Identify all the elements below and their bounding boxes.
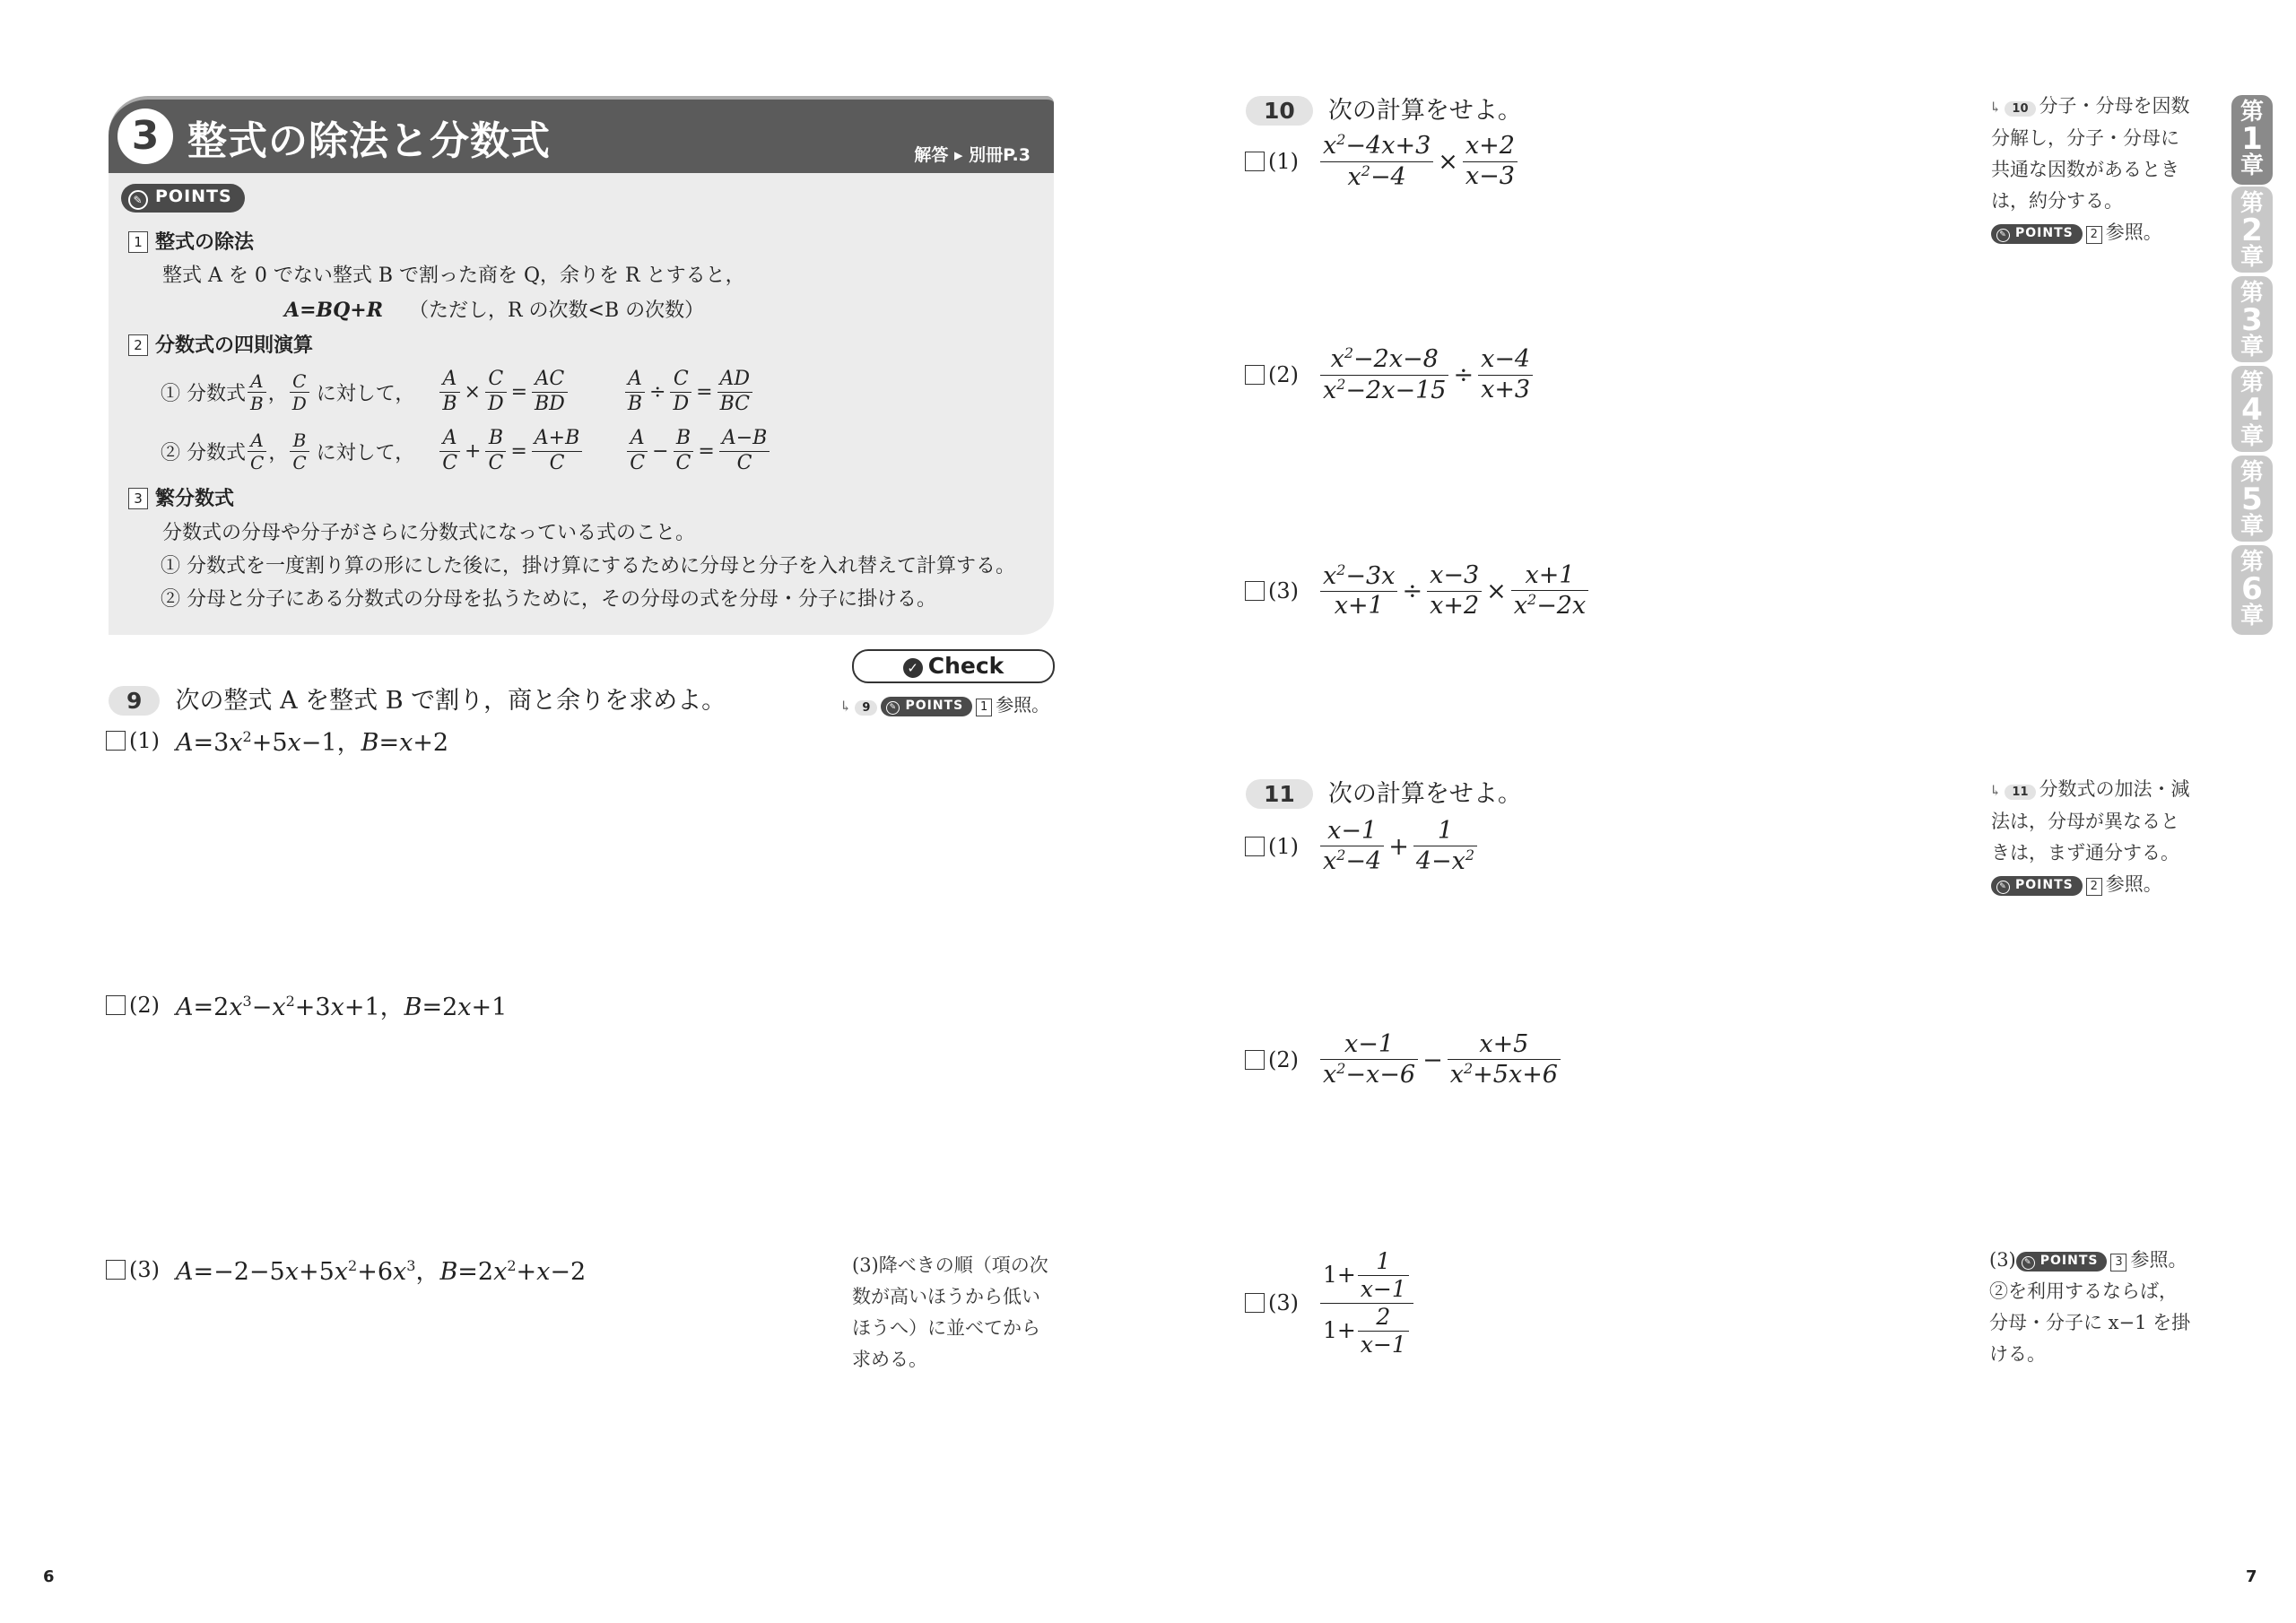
checkbox[interactable] xyxy=(1245,837,1265,856)
pen-icon: ✎ xyxy=(1996,881,2010,894)
fraction: $\frac{A}{C}$ xyxy=(248,430,266,473)
ref-box: 3 xyxy=(2110,1254,2126,1271)
problem-number: 10 xyxy=(1246,96,1313,126)
equation: $\frac{x-1}{x^2-4}$ + $\frac{1}{4-x^2}$ xyxy=(1318,817,1479,877)
checkbox[interactable] xyxy=(1245,152,1265,171)
hint-line: ける。 xyxy=(1989,1343,2046,1365)
section-number: 3 xyxy=(117,108,173,164)
points-item-heading: 整式の除法 xyxy=(155,231,255,254)
pen-icon: ✎ xyxy=(886,701,900,715)
problem-prompt: 次の計算をせよ。 xyxy=(1327,97,1522,125)
hint-line: ほうへ）に並べてから xyxy=(852,1317,1040,1339)
points-text: ② 分母と分子にある分数式の分母を払うために，その分母の式を分母・分子に掛ける。 xyxy=(161,588,936,611)
formula-condition: （ただし，R の次数<B の次数） xyxy=(408,299,705,322)
question-label: (3) xyxy=(129,1256,160,1282)
hint-line: ②を利用するならば， xyxy=(1989,1280,2178,1302)
arrow-icon: ↳ xyxy=(839,698,852,715)
equation: $\frac{x-1}{x^2-x-6}$ − $\frac{x+5}{x^2+5x+6}$ xyxy=(1318,1030,1562,1090)
fraction: $\frac{A}{B}$ xyxy=(625,368,645,416)
points-badge: ✎ POINTS xyxy=(121,184,245,213)
problem11-q2 xyxy=(1245,1031,1562,1089)
points-text: ① 分数式を一度割り算の形にした後に，掛け算にするために分母と分子を入れ替えて計算する。 xyxy=(161,555,1015,577)
problem10-hint xyxy=(1989,91,2190,248)
points-badge: ✎ POINTS xyxy=(1991,224,2083,244)
hint-line: 法は，分母が異なると xyxy=(1991,811,2179,832)
formula-label: に対して， xyxy=(316,441,415,464)
hint-line: 分数式の加法・減 xyxy=(2039,778,2190,800)
checkbox[interactable] xyxy=(1245,1050,1265,1070)
ref-box: 2 xyxy=(2086,878,2102,896)
problem11-q3 xyxy=(1245,1246,1415,1359)
hint-line: 分母・分子に x−1 を掛 xyxy=(1989,1312,2191,1333)
hint-line: 数が高いほうから低い xyxy=(852,1286,1040,1307)
pen-icon: ✎ xyxy=(2022,1256,2035,1270)
points-box xyxy=(109,173,1054,635)
problem10-q1 xyxy=(1245,133,1519,190)
problem11-q3-hint xyxy=(1989,1245,2190,1370)
problem9-q3 xyxy=(106,1252,586,1287)
checkbox[interactable] xyxy=(106,1260,126,1280)
formula-label: ① 分数式 xyxy=(161,382,246,405)
question-label: (1) xyxy=(1268,834,1299,859)
page-number-right: 7 xyxy=(2246,1567,2257,1586)
points-text: 整式 A を 0 でない整式 B で割った商を Q，余りを R とすると， xyxy=(162,265,745,287)
fraction: $\frac{A}{C}$ xyxy=(627,427,648,475)
equation: $\frac{x^2-2x-8}{x^2-2x-15}$ ÷ $\frac{x-4}{x+3}$ xyxy=(1318,344,1535,405)
fraction: $\frac{B}{C}$ xyxy=(485,427,506,475)
question-label: (1) xyxy=(129,727,160,753)
hint-line: 求める。 xyxy=(852,1349,927,1370)
ref-tail: 参照。 xyxy=(2130,1249,2187,1271)
ref-tail: 参照。 xyxy=(996,694,1050,716)
check-label: ✓ Check xyxy=(852,649,1055,683)
ref-number: 10 xyxy=(2005,101,2035,117)
ref-box: 2 xyxy=(2086,226,2102,244)
fraction: $\frac{C}{D}$ xyxy=(485,368,507,416)
pen-icon: ✎ xyxy=(128,190,148,210)
points-badge: ✎ POINTS xyxy=(881,697,972,716)
problem10-q2 xyxy=(1245,346,1535,404)
problem-number: 9 xyxy=(109,686,160,716)
checkbox[interactable] xyxy=(1245,365,1265,385)
formula-label: に対して， xyxy=(316,382,415,405)
fraction: $\frac{A-B}{C}$ xyxy=(719,427,770,475)
checkbox[interactable] xyxy=(106,731,126,751)
chapter-tab-5[interactable]: 第 5 章 xyxy=(2231,456,2273,542)
question-label: (3) xyxy=(1268,578,1299,603)
fraction: $\frac{B}{C}$ xyxy=(674,427,694,475)
fraction: $\frac{A}{C}$ xyxy=(439,427,460,475)
formula-division: A=BQ+R xyxy=(284,299,383,322)
formula-row-add-sub: ② 分数式 $\frac{A}{C}$ ， $\frac{B}{C}$ に対して， $\frac{A}{C}$ + $\frac{B}{C}$ = $\frac{A+B}{C}$ $\frac{A}{C}$ − $\frac{B}{C}$ = $\frac{A-B}{C}$ xyxy=(161,424,771,478)
ref-tail: 参照。 xyxy=(2105,221,2162,243)
hint-line: は，約分する。 xyxy=(1991,190,2123,212)
hint-line: 分子・分母を因数 xyxy=(2039,95,2190,117)
fraction: $\frac{B}{C}$ xyxy=(290,430,309,473)
question-label: (2) xyxy=(129,992,160,1018)
problem10-q3 xyxy=(1245,562,1590,620)
points-badge: ✎ POINTS xyxy=(1991,876,2083,896)
chapter-tab-3[interactable]: 第 3 章 xyxy=(2231,276,2273,362)
hint-line: 共通な因数があるとき xyxy=(1991,159,2179,180)
equation: $A=-2-5x+5x^2+6x^3$，$B=2x^2+x-2$ xyxy=(176,1257,587,1286)
question-label: (1) xyxy=(1268,149,1299,174)
points-item-heading: 分数式の四則演算 xyxy=(155,334,314,357)
question-label: (2) xyxy=(1268,362,1299,387)
arrow-icon: ↳ xyxy=(1989,782,2002,799)
ref-tail: 参照。 xyxy=(2105,873,2162,895)
formula-label: ② 分数式 xyxy=(161,441,246,464)
fraction: $\frac{C}{D}$ xyxy=(290,370,309,414)
ref-box: 1 xyxy=(976,699,992,716)
ref-number: 9 xyxy=(855,700,877,716)
fraction: $\frac{A+B}{C}$ xyxy=(532,427,583,475)
fraction: $\frac{AD}{BC}$ xyxy=(718,368,753,416)
problem9-hint xyxy=(852,1250,1048,1376)
checkbox[interactable] xyxy=(106,995,126,1015)
equation: $\frac{x^2-4x+3}{x^2-4}$ × $\frac{x+2}{x-3}$ xyxy=(1318,131,1519,192)
ref-number: 11 xyxy=(2005,785,2035,800)
problem-number: 11 xyxy=(1246,779,1313,809)
problem11-hint xyxy=(1989,774,2190,900)
check-icon: ✓ xyxy=(903,658,923,678)
hint-line: きは，まず通分する。 xyxy=(1991,842,2179,864)
points-item-number: 2 xyxy=(128,334,148,356)
fraction: $\frac{A}{B}$ xyxy=(439,368,459,416)
points-badge: ✎ POINTS xyxy=(2016,1252,2108,1271)
pen-icon: ✎ xyxy=(1996,229,2010,242)
section-header xyxy=(109,96,1054,177)
equation: $A=3x^2+5x-1$，B=x+2 xyxy=(176,728,449,757)
problem11-q1 xyxy=(1245,818,1479,875)
fraction: $\frac{C}{D}$ xyxy=(670,368,691,416)
points-item-number: 3 xyxy=(128,488,148,509)
checkbox[interactable] xyxy=(1245,1293,1265,1313)
fraction: $\frac{A}{B}$ xyxy=(248,370,266,414)
arrow-icon: ↳ xyxy=(1989,99,2002,116)
problem9-q2 xyxy=(106,987,507,1022)
problem9-q1 xyxy=(106,723,448,758)
equation: 1+ $\frac{1}{x-1}$ 1+ $\frac{2}{x-1}$ xyxy=(1318,1248,1415,1358)
question-label: (2) xyxy=(1268,1047,1299,1072)
chapter-tab-6[interactable]: 第 6 章 xyxy=(2231,545,2273,635)
fraction: $\frac{AC}{BD}$ xyxy=(532,368,568,416)
chapter-tab-2[interactable]: 第 2 章 xyxy=(2231,187,2273,273)
points-item-heading: 繁分数式 xyxy=(155,488,235,510)
problem-prompt: 次の整式 A を整式 B で割り，商と余りを求めよ。 xyxy=(175,687,726,715)
answer-reference: 解答 ▸ 別冊P.3 xyxy=(914,145,1031,165)
question-label: (3) xyxy=(1268,1290,1299,1315)
section-title: 整式の除法と分数式 xyxy=(187,118,551,164)
checkbox[interactable] xyxy=(1245,581,1265,601)
hint-line: 分解し，分子・分母に xyxy=(1991,127,2179,149)
hint-line: (3)降べきの順（項の次 xyxy=(852,1254,1048,1276)
hint-label: (3) xyxy=(1989,1249,2016,1271)
chapter-tab-4[interactable]: 第 4 章 xyxy=(2231,366,2273,452)
problem-prompt: 次の計算をせよ。 xyxy=(1327,780,1522,808)
equation: $\frac{x^2-3x}{x+1}$ ÷ $\frac{x-3}{x+2}$ × $\frac{x+1}{x^2-2x}$ xyxy=(1318,561,1590,621)
points-text: 分数式の分母や分子がさらに分数式になっている式のこと。 xyxy=(162,522,696,544)
formula-row-mul-div: ① 分数式 $\frac{A}{B}$ ， $\frac{C}{D}$ に対して， $\frac{A}{B}$ × $\frac{C}{D}$ = $\frac{AC}{BD}$ $\frac{A}{B}$ ÷ $\frac{C}{D}$ = $\frac{AD}{BC}$ xyxy=(161,365,754,419)
equation: $A=2x^3-x^2+3x+1$，B=2x+1 xyxy=(176,993,508,1021)
points-item-number: 1 xyxy=(128,231,148,253)
page-number-left: 6 xyxy=(43,1567,55,1586)
chapter-tab-1[interactable]: 第 1 章 xyxy=(2231,95,2273,185)
problem9-reference xyxy=(839,690,1049,716)
